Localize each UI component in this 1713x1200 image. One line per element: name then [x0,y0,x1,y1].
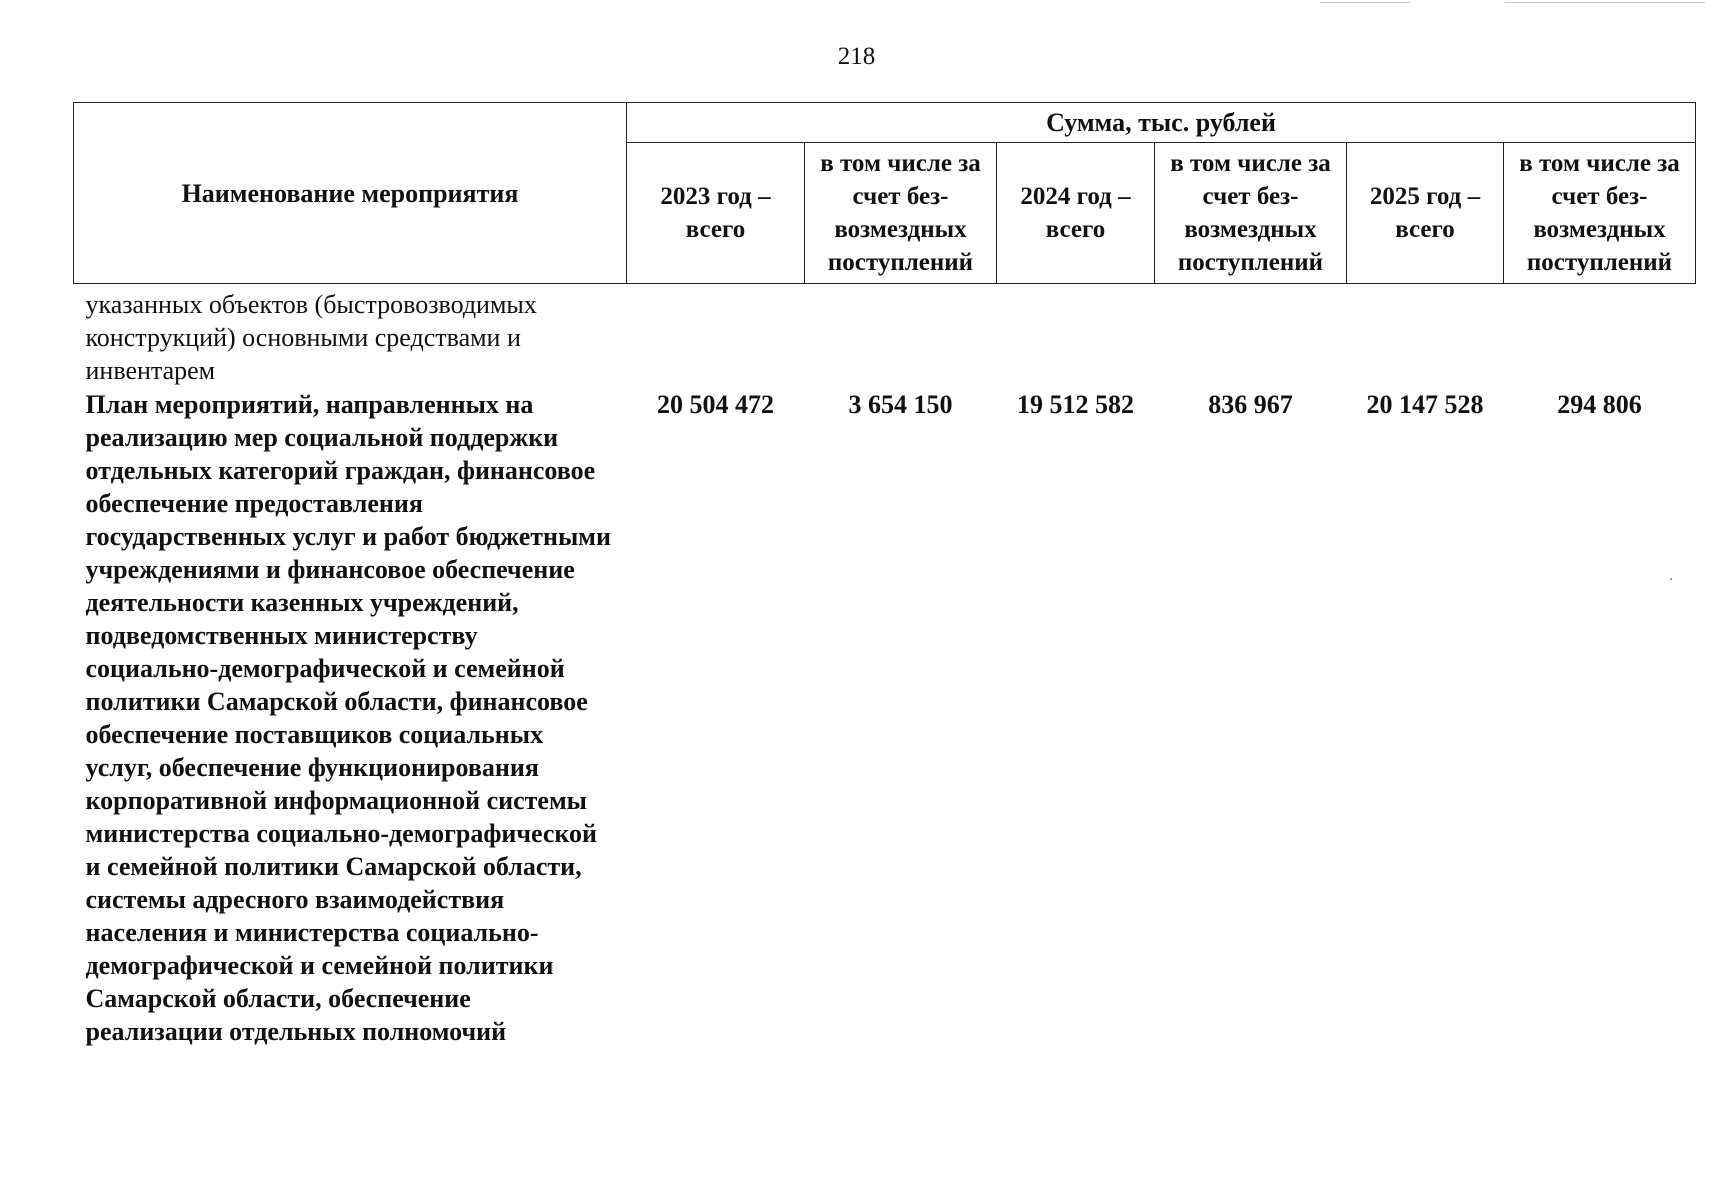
scan-artifact-line [1505,2,1705,3]
activity-name-header: Наименование мероприятия [74,103,627,284]
budget-table-container [73,102,1695,1048]
page-number: 218 [837,43,876,70]
sum-header: Сумма, тыс. рублей [627,103,1696,143]
year-2024-grants-header: в том числе за счет без-возмездных поступлений [1155,143,1347,284]
value-2024-grants: 836 967 [1208,390,1293,419]
scan-artifact-line [1320,2,1410,3]
continued-row [74,284,1696,389]
value-2025-total: 20 147 528 [1366,390,1484,419]
value-2023-grants: 3 654 150 [848,390,953,419]
value-2023-total: 20 504 472 [657,390,774,419]
budget-table [73,102,1696,1048]
year-2024-total-header: 2024 год – всего [997,143,1155,284]
value-2024-total: 19 512 582 [1017,390,1134,419]
year-2023-total-header: 2023 год – всего [627,143,805,284]
value-2025-grants: 294 806 [1557,390,1642,419]
table-header [74,103,1696,284]
scan-artifact-speck [1670,578,1672,580]
continued-text: указанных объектов (быстровозводимых конструкций) основными средствами и инвентарем [85,290,537,385]
year-2023-grants-header: в том числе за счет без-возмездных поступлений [805,143,997,284]
year-2025-total-header: 2025 год – всего [1347,143,1504,284]
table-body [74,284,1696,1049]
activity-name: План мероприятий, направленных на реализацию мер социальной поддержки отдельных категорий граждан, финансовое обеспечение предоставления государственных услуг и работ бюджетными учреждениями и финансовое обеспечение деятельности казенных учреждений, подведомственных министерству социально-демографической и семейной политики Самарской области, финансовое обеспечение поставщиков социальных услуг, обеспечение функционирования корпоративной информационной системы министерства социально-демографической и семейной политики Самарской области, системы адресного взаимодействия населения и министерства социально-демографической и семейной политики Самарской области, обеспечение реализации отдельных полномочий [85,390,611,1046]
year-2025-grants-header: в том числе за счет без-возмездных поступлений [1504,143,1696,284]
table-row [74,388,1696,1048]
